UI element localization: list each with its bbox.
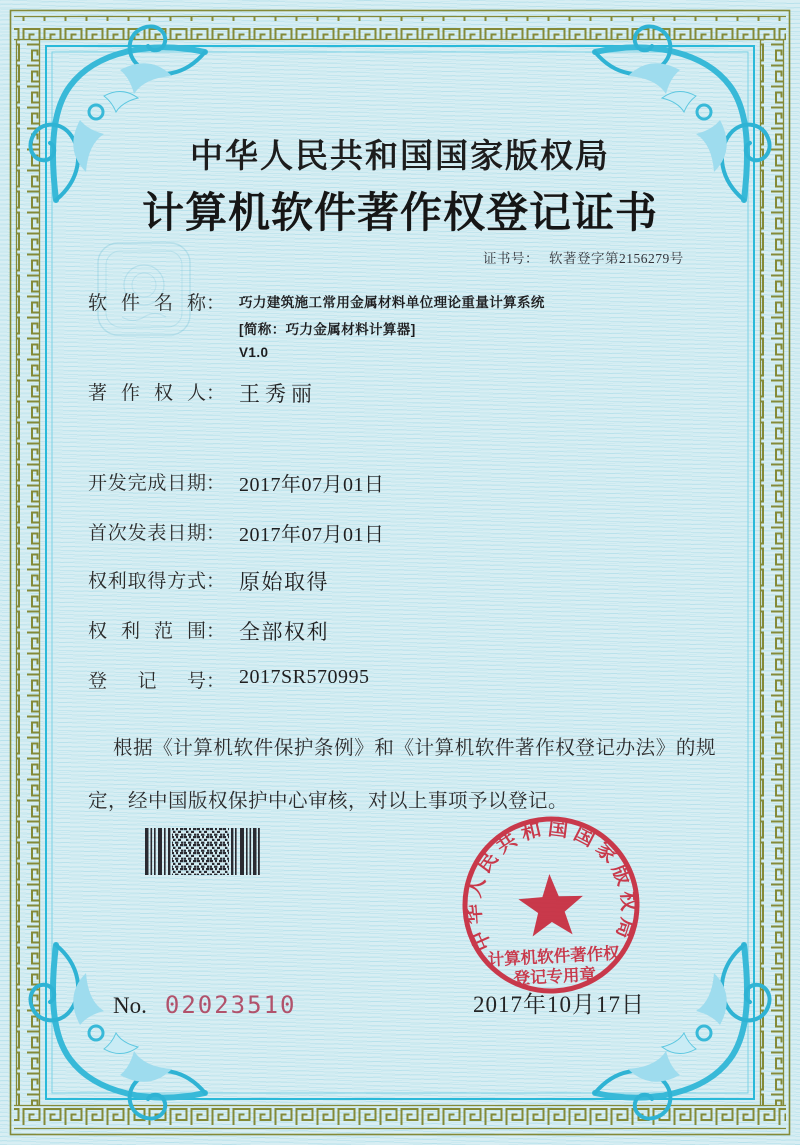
colon: ： [206,473,226,494]
software-name-line3: V1.0 [239,345,269,360]
issue-date: 2017年10月17日 [473,992,645,1017]
field-rights-acquisition [88,566,329,596]
certificate-number-label: 证书号： [483,251,539,266]
official-seal [451,805,651,1005]
field-label: 开发完成日期 [88,473,206,494]
dev-complete-date-value: 2017年07月01日 [239,474,385,496]
seal-line1: 计算机软件著作权 [487,943,621,970]
colon: ： [206,383,226,404]
field-first-publish-date [88,518,385,547]
registration-number-value: 2017SR570995 [239,666,370,688]
first-publish-date-value: 2017年07月01日 [239,524,385,546]
copyright-holder-value: 王秀丽 [239,382,318,406]
software-name-line2: [简称：巧力金属材料计算器] [239,322,416,337]
software-name-value [239,288,545,360]
field-registration-number [88,666,369,693]
field-rights-scope [88,616,329,646]
field-copyright-holder [88,378,317,408]
colon: ： [206,621,226,642]
serial-number: 02023510 [164,991,297,1019]
serial-number-line [113,991,296,1019]
authority-title: 中华人民共和国国家版权局 [190,139,610,175]
field-label: 权利取得方式 [88,571,206,592]
colon: ： [206,523,226,544]
rights-scope-value: 全部权利 [239,620,330,644]
field-dev-complete-date [88,468,385,497]
software-name-line1: 巧力建筑施工常用金属材料单位理论重量计算系统 [239,295,545,310]
field-software-name [88,288,545,360]
field-label: 软件名称 [88,293,206,314]
seal-ring-text: 中华人民共和国国家版权局 [462,817,640,954]
rights-acquisition-value: 原始取得 [239,570,330,594]
field-label: 登记号 [88,671,206,692]
registration-statement: 根据《计算机软件保护条例》和《计算机软件著作权登记办法》的规定，经中国版权保护中心审核，对以上事项予以登记。 [88,738,716,812]
certificate-number-value: 软著登字第2156279号 [549,251,684,266]
colon: ： [206,571,226,592]
certificate-number [483,247,684,267]
field-label: 著作权人 [88,383,206,404]
seal-line2: 登记专用章 [513,964,597,989]
serial-label: No. [113,993,147,1018]
field-label: 权利范围 [88,621,206,642]
field-label: 首次发表日期 [88,523,206,544]
colon: ： [206,293,226,314]
colon: ： [206,671,226,692]
seal-star-icon [517,872,585,937]
certificate-title: 计算机软件著作权登记证书 [141,191,658,237]
barcode [145,828,261,875]
